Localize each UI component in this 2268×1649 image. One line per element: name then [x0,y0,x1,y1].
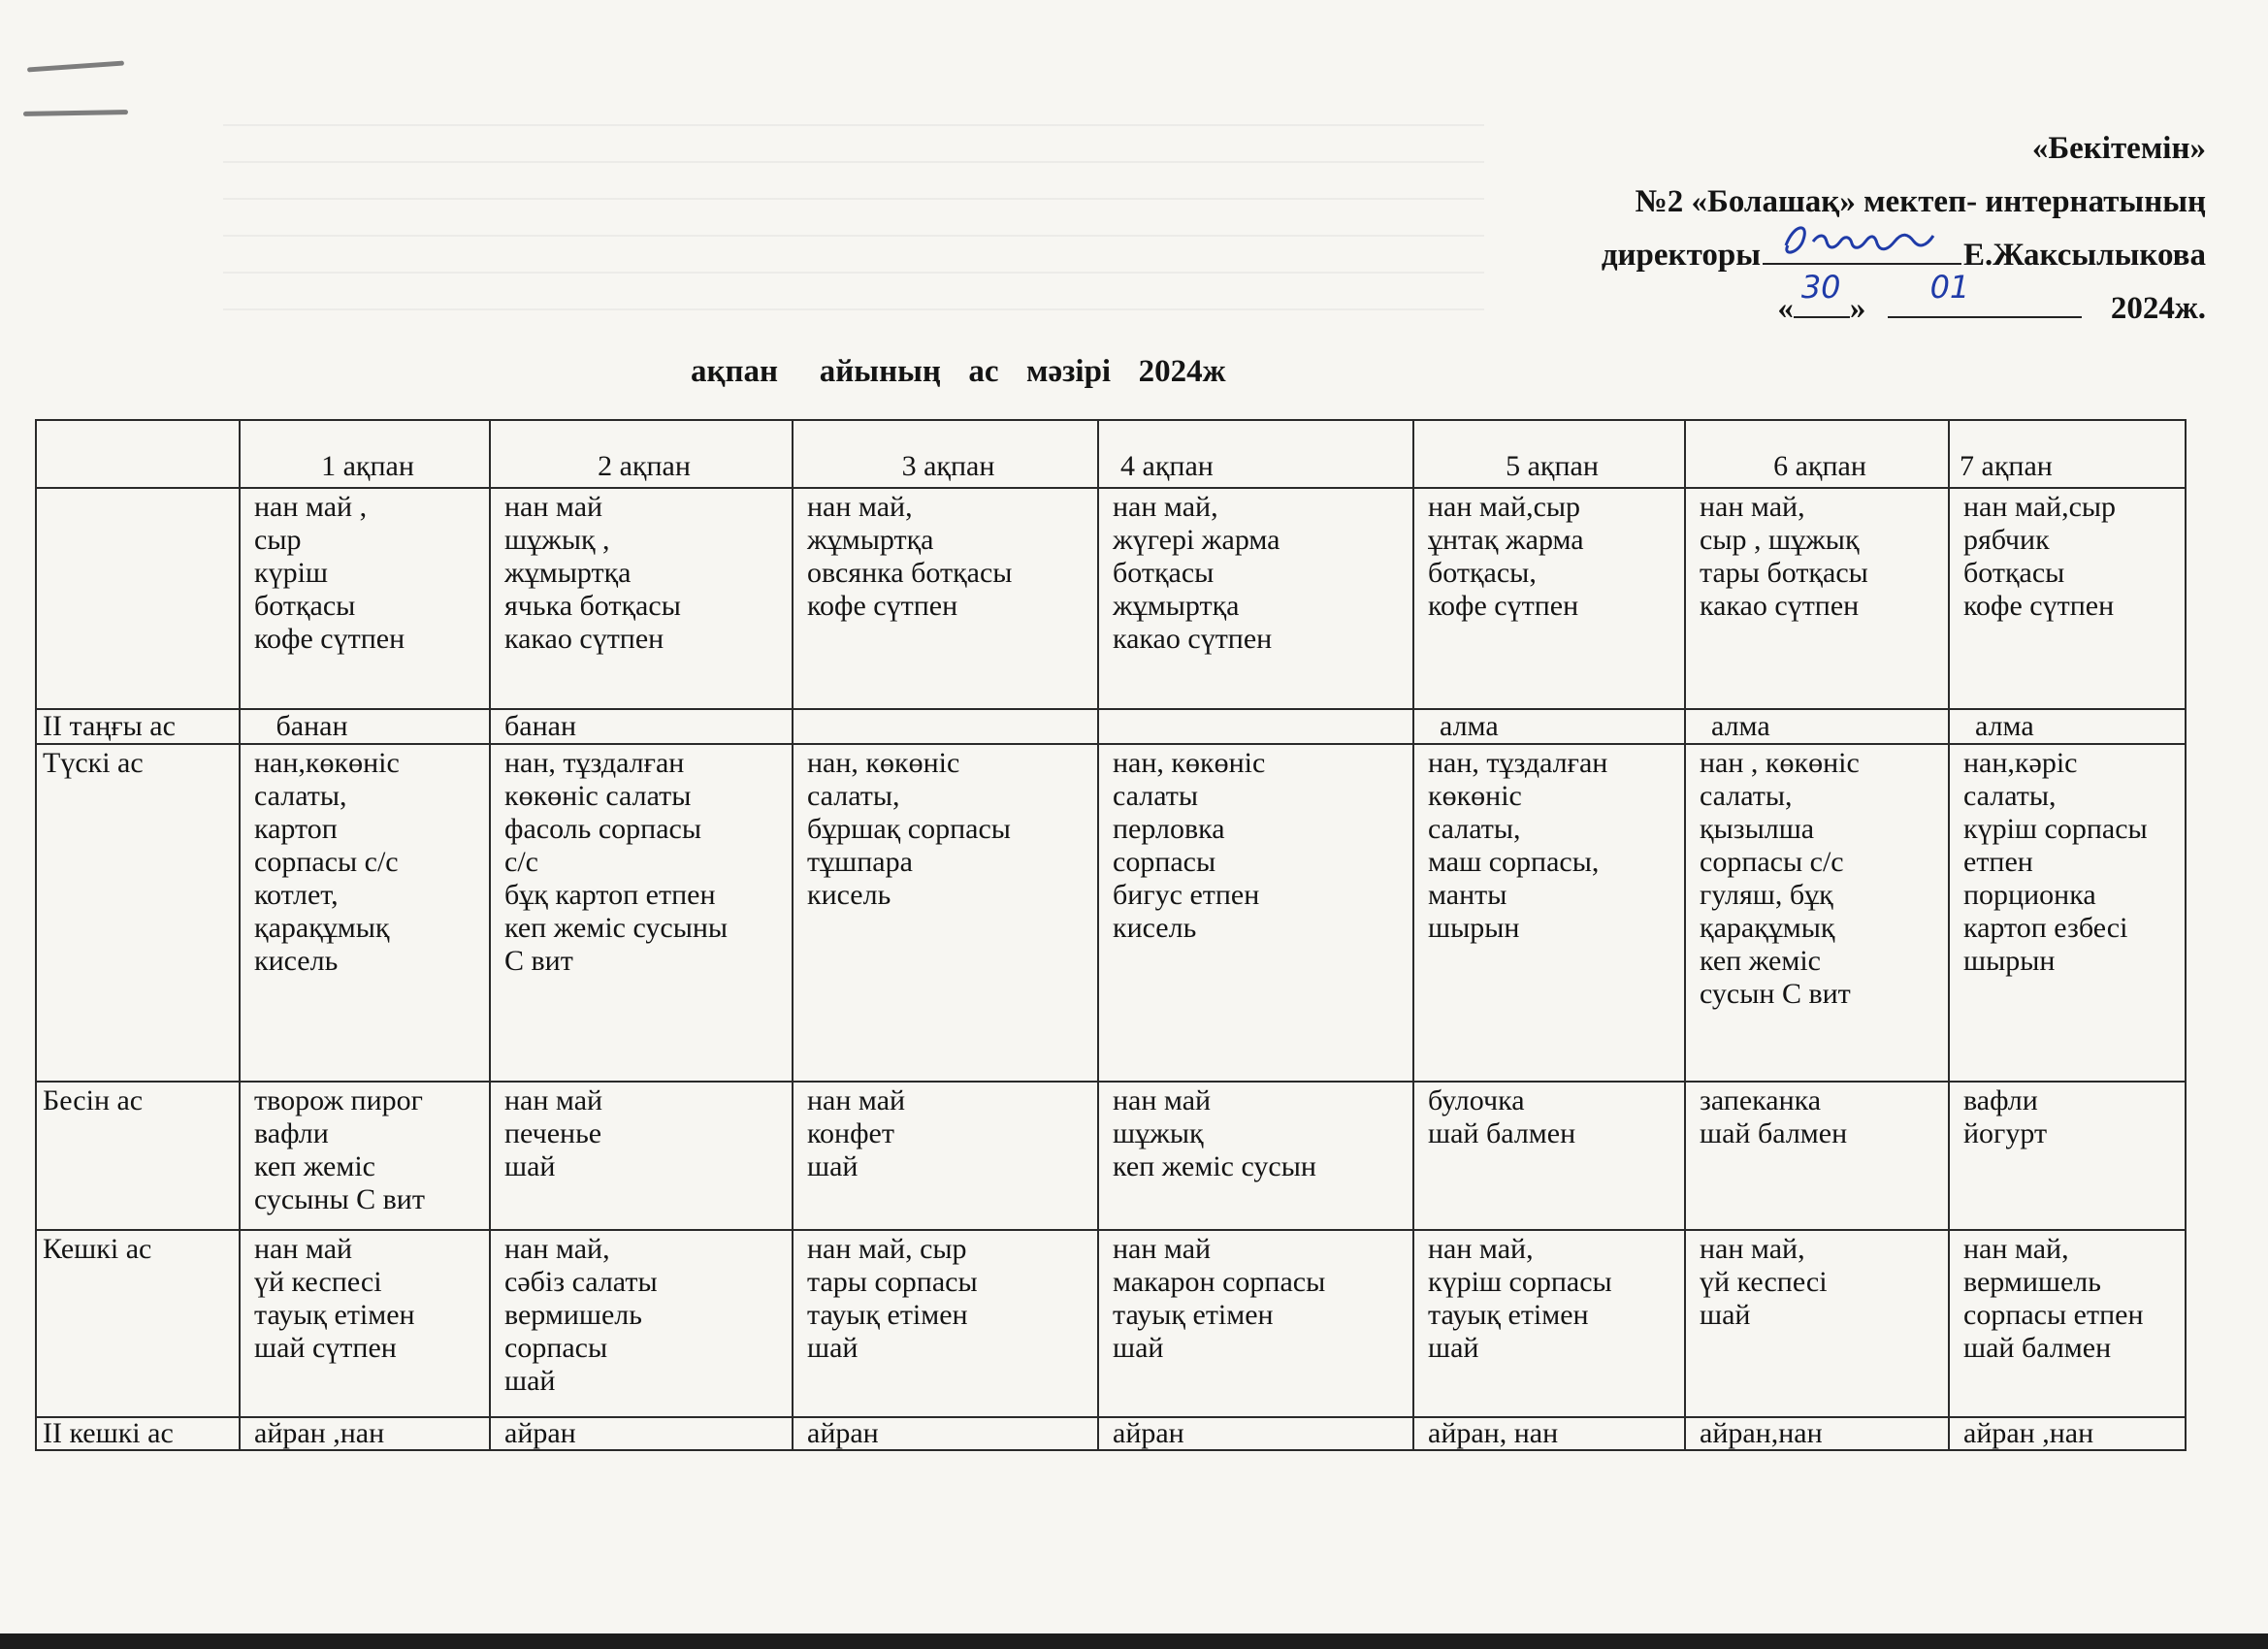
staple-mark [23,110,128,116]
director-label: директоры [1601,238,1761,273]
table-row [36,1417,2186,1450]
menu-cell: нан, көкөніс салаты перловка сорпасы бигус етпен кисель [1098,744,1413,1082]
menu-cell [1098,709,1413,744]
menu-cell: айран [793,1417,1098,1450]
director-line [1333,229,2206,282]
meal-label: Бесін ас [36,1082,240,1230]
meal-label: ІІ таңғы ас [36,709,240,744]
menu-cell: нан май, сыр тары сорпасы тауық етімен шай [793,1230,1098,1417]
meal-label [36,488,240,709]
header-corner [36,420,240,488]
month-field [1888,269,2082,318]
menu-cell: нан май, жүгері жарма ботқасы жұмыртқа какао сүтпен [1098,488,1413,709]
menu-cell: банан [490,709,793,744]
approval-block [1333,122,2206,336]
menu-cell: вафли йогурт [1949,1082,2186,1230]
menu-cell: запеканка шай балмен [1685,1082,1949,1230]
menu-cell: нан май, үй кеспесі шай [1685,1230,1949,1417]
menu-cell: нан май шұжық , жұмыртқа ячька ботқасы какао сүтпен [490,488,793,709]
table-row [36,1082,2186,1230]
approval-year: 2024ж. [2110,291,2206,326]
menu-cell [793,709,1098,744]
menu-cell: булочка шай балмен [1413,1082,1685,1230]
menu-cell: нан, көкөніс салаты, бұршақ сорпасы тұшпара кисель [793,744,1098,1082]
page-title: ақпан айының ас мәзірі 2024ж [691,354,1226,389]
menu-cell: нан май үй кеспесі тауық етімен шай сүтпен [240,1230,490,1417]
meal-label: Кешкі ас [36,1230,240,1417]
menu-cell: нан май макарон сорпасы тауық етімен шай [1098,1230,1413,1417]
day-header: 4 ақпан [1098,420,1413,488]
menu-cell: алма [1685,709,1949,744]
menu-cell: нан май печенье шай [490,1082,793,1230]
menu-cell: нан май, вермишель сорпасы етпен шай балмен [1949,1230,2186,1417]
handwritten-signature [1774,216,1959,263]
menu-cell: нан май,сыр ұнтақ жарма ботқасы, кофе сүтпен [1413,488,1685,709]
menu-cell: алма [1949,709,2186,744]
menu-cell: нан май , сыр күріш ботқасы кофе сүтпен [240,488,490,709]
director-name: Е.Жаксылыкова [1962,238,2206,273]
day-header: 2 ақпан [490,420,793,488]
handwritten-day: 30 [1800,269,1841,306]
school-name: №2 «Болашақ» мектеп- интернатының [1635,184,2206,219]
day-header: 1 ақпан [240,420,490,488]
staple-mark [27,61,124,73]
menu-cell: нан,көкөніс салаты, картоп сорпасы с/с котлет, қарақұмық кисель [240,744,490,1082]
menu-cell: нан май конфет шай [793,1082,1098,1230]
menu-cell: нан май, сыр , шұжық тары ботқасы какао сүтпен [1685,488,1949,709]
menu-cell: айран, нан [1413,1417,1685,1450]
day-header: 5 ақпан [1413,420,1685,488]
menu-cell: айран ,нан [1949,1417,2186,1450]
table-row [36,744,2186,1082]
meal-label: Түскі ас [36,744,240,1082]
header-row [36,420,2186,488]
day-header: 3 ақпан [793,420,1098,488]
day-field [1794,269,1850,318]
table-row [36,709,2186,744]
menu-cell: нан, тұздалған көкөніс салаты фасоль сорпасы с/с бұқ картоп етпен кеп жеміс сусыны С вит [490,744,793,1082]
menu-cell: нан май, сәбіз салаты вермишель сорпасы шай [490,1230,793,1417]
menu-cell: алма [1413,709,1685,744]
table-row [36,1230,2186,1417]
menu-cell: банан [240,709,490,744]
menu-cell: нан, тұздалған көкөніс салаты, маш сорпасы, манты шырын [1413,744,1685,1082]
menu-cell: айран [1098,1417,1413,1450]
menu-cell: айран,нан [1685,1417,1949,1450]
day-header: 6 ақпан [1685,420,1949,488]
day-header: 7 ақпан [1949,420,2186,488]
approval-heading: «Бекітемін» [2031,131,2206,166]
approval-date: « 30 » 01 2024ж. [1333,282,2206,336]
meal-label: ІІ кешкі ас [36,1417,240,1450]
menu-cell: нан май шұжық кеп жеміс сусын [1098,1082,1413,1230]
menu-cell: нан май, жұмыртқа овсянка ботқасы кофе сүтпен [793,488,1098,709]
menu-cell: нан , көкөніс салаты, қызылша сорпасы с/с гуляш, бұқ қарақұмық кеп жеміс сусын С вит [1685,744,1949,1082]
menu-cell: творож пирог вафли кеп жеміс сусыны С вит [240,1082,490,1230]
signature-line [1763,230,1961,265]
menu-cell: нан,кәріс салаты, күріш сорпасы етпен порционка картоп езбесі шырын [1949,744,2186,1082]
menu-cell: нан май,сыр рябчик ботқасы кофе сүтпен [1949,488,2186,709]
show-through-text [223,116,1484,310]
menu-cell: айран [490,1417,793,1450]
menu-cell: нан май, күріш сорпасы тауық етімен шай [1413,1230,1685,1417]
menu-cell: айран ,нан [240,1417,490,1450]
scan-edge [0,1633,2268,1649]
menu-table [35,419,2187,1451]
handwritten-month: 01 [1929,269,1970,306]
table-row [36,488,2186,709]
